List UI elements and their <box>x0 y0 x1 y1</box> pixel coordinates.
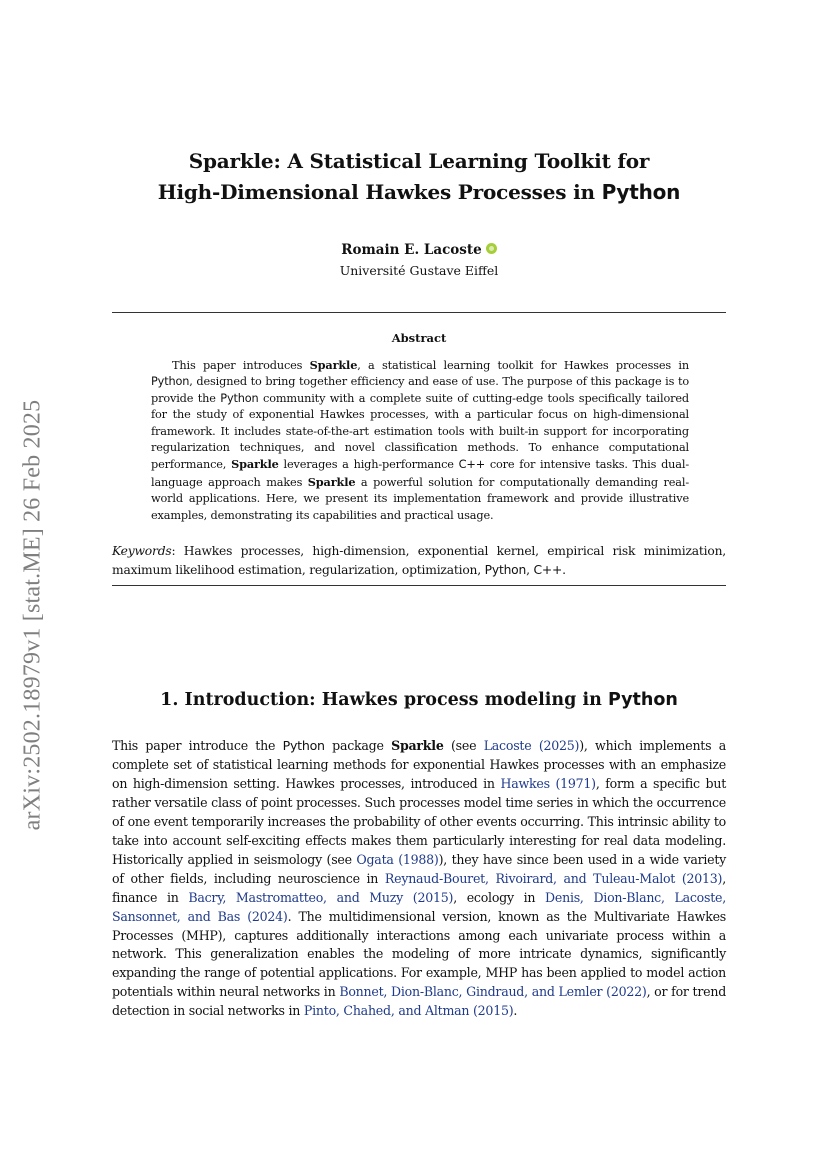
sparkle-name: Sparkle <box>307 474 356 489</box>
orcid-icon[interactable] <box>486 243 497 254</box>
title-line-2-text: High-Dimensional Hawkes Processes in <box>157 180 602 204</box>
abstract-top-rule <box>112 312 726 313</box>
citation-link[interactable]: Bacry, Mastromatteo, and Muzy (2015) <box>188 889 454 905</box>
abstract-body: This paper introduces Sparkle, a statistical learning toolkit for Hawkes processes in Python, designed to bring together efficiency and ease of use. The purpose of this package is to provide the Python community with a complete suite of cutting-edge tools specifically tailored for the study of exponential Hawkes processes, with a particular focus on high-dimensional framework. It includes state-of-the-art estimation tools with built-in support for incorporating regularization techniques, and novel classification methods. To enhance computational performance, Sparkle leverages a high-performance C++ core for intensive tasks. This dual-language approach makes Sparkle a powerful solution for computationally demanding real-world applications. Here, we present its implementation framework and provide illustrative examples, demonstrating its capabilities and practical usage. <box>151 358 689 522</box>
citation-link[interactable]: Pinto, Chahed, and Altman (2015) <box>303 1003 514 1019</box>
section-heading-introduction: 1. Introduction: Hawkes process modeling in Python <box>160 690 678 710</box>
python-term: Python <box>220 391 259 405</box>
cpp-term: C++ <box>458 458 486 472</box>
citation-link[interactable]: Ogata (1988) <box>356 851 439 867</box>
introduction-paragraph: This paper introduce the Python package Sparkle (see Lacoste (2025)), which implements a complete set of statistical learning methods for exponential Hawkes processes with an emphasize on high-dimension setting. Hawkes processes, introduced in Hawkes (1971), form a specific but rather versatile class of point processes. Such processes model time series in which the occurrence of one event temporarily increases the probability of other events occurring. This intrinsic ability to take into account self-exciting effects makes them particularly interesting for real data modeling. Historically applied in seismology (see Ogata (1988)), they have since been used in a wide variety of other fields, including neuroscience in Reynaud-Bouret, Rivoirard, and Tuleau-Malot (2013), finance in Bacry, Mastromatteo, and Muzy (2015), ecology in Denis, Dion-Blanc, Lacoste, Sansonnet, and Bas (2024). The multidimensional version, known as the Multivariate Hawkes Processes (MHP), captures additionally interactions among each univariate process within a network. This generalization enables the modeling of more intricate dynamics, significantly expanding the range of potential applications. For example, MHP has been applied to model action potentials within neural networks in Bonnet, Dion-Blanc, Gindraud, and Lemler (2022), or for trend detection in social networks in Pinto, Chahed, and Altman (2015). <box>112 738 727 1019</box>
title-python: Python <box>601 180 681 204</box>
python-term: Python <box>282 738 325 753</box>
python-term: Python <box>484 563 527 577</box>
title-line-1: Sparkle: A Statistical Learning Toolkit for <box>188 149 650 173</box>
citation-link[interactable]: Lacoste (2025) <box>483 738 580 753</box>
author-name-text: Romain E. Lacoste <box>341 242 482 258</box>
python-term: Python <box>151 375 190 389</box>
paper-title <box>112 146 726 208</box>
author-affiliation: Université Gustave Eiffel <box>339 263 499 278</box>
citation-link[interactable]: Bonnet, Dion-Blanc, Gindraud, and Lemler (2022) <box>339 984 647 1000</box>
cpp-term: C++ <box>533 563 563 577</box>
section-title-python: Python <box>607 690 678 710</box>
citation-link[interactable]: Hawkes (1971) <box>500 775 596 791</box>
citation-link[interactable]: Reynaud-Bouret, Rivoirard, and Tuleau-Malot (2013) <box>384 870 723 886</box>
abstract-heading: Abstract <box>391 331 447 345</box>
arxiv-identifier-stamp: arXiv:2502.18979v1 [stat.ME] 26 Feb 2025 <box>19 399 46 831</box>
keywords: Keywords: Hawkes processes, high-dimension, exponential kernel, empirical risk minimization, maximum likelihood estimation, regularization, optimization, Python, C++. <box>112 544 726 577</box>
title-line-2 <box>112 177 726 208</box>
citation-link[interactable]: Denis, Dion-Blanc, Lacoste, Sansonnet, and Bas (2024) <box>112 889 726 924</box>
sparkle-name: Sparkle <box>231 457 279 472</box>
keywords-bottom-rule <box>112 585 726 586</box>
author-name <box>112 242 726 258</box>
sparkle-name: Sparkle <box>391 738 444 753</box>
keywords-label: Keywords <box>112 544 172 558</box>
sparkle-name: Sparkle <box>309 358 358 372</box>
